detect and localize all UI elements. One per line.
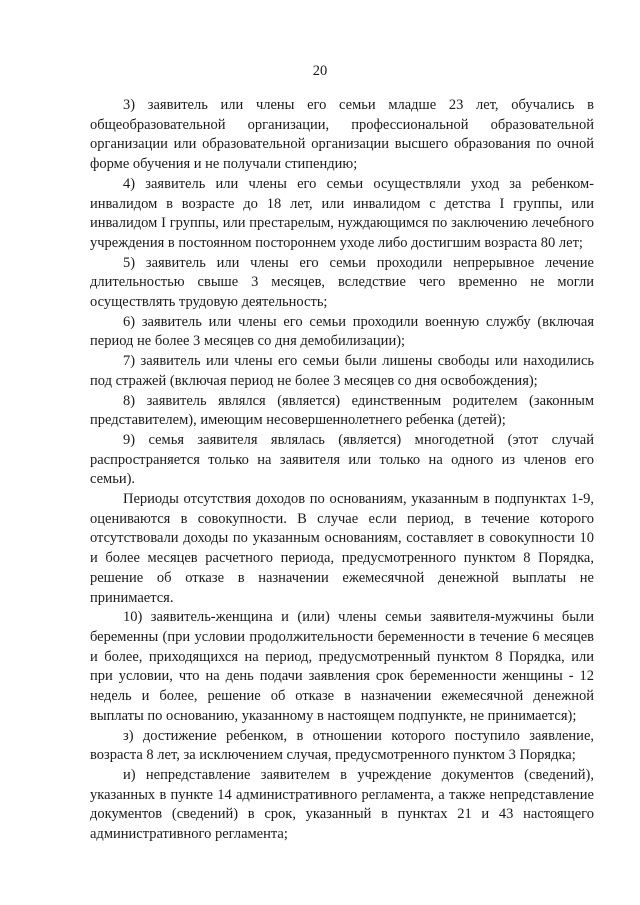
paragraph-absence-periods: Периоды отсутствия доходов по основаниям, указанным в подпунктах 1-9, оцениваются в совокупности. В случае если период, в течение которого отсутствовали доходы по указанным основаниям, составляет в совокупности 10 и более месяцев расчетного периода, предусмотренного пунктом 8 Порядка, решение об отказе в назначении ежемесячной денежной выплаты не принимается. — [90, 491, 594, 606]
paragraph-item-6: 6) заявитель или члены его семьи проходили военную службу (включая период не более 3 месяцев со дня демобилизации); — [90, 313, 594, 350]
paragraph-item-10: 10) заявитель-женщина и (или) члены семьи заявителя-мужчины были беременны (при условии продолжительности беременности в течение 6 месяцев и более, приходящихся на период, предусмотренный пунктом 8 Порядка, или при условии, что на день подачи заявления срок беременности женщины - 12 недель и более, решение об отказе в назначении ежемесячной денежной выплаты по основанию, указанному в настоящем подпункте, не принимается); — [90, 609, 594, 724]
paragraph-item-9: 9) семья заявителя являлась (является) многодетной (этот случай распространяется только на заявителя или только на одного из членов его семьи). — [90, 431, 594, 488]
paragraph-item-i: и) непредставление заявителем в учреждение документов (сведений), указанных в пункте 14 административного регламента, а также непредставление документов (сведений) в срок, указанный в пунктах 21 и 43 настоящего административного регламента; — [90, 766, 594, 843]
document-body — [90, 96, 594, 845]
paragraph-item-7: 7) заявитель или члены его семьи были лишены свободы или находились под стражей (включая период не более 3 месяцев со дня освобождения); — [90, 353, 594, 389]
page-number: 20 — [312, 63, 328, 79]
paragraph-item-3: 3) заявитель или члены его семьи младше 23 лет, обучались в общеобразовательной организации, профессиональной образовательной организации или образовательной организации высшего образования по очной форме обучения и не получали стипендию; — [90, 97, 594, 173]
paragraph-item-z: з) достижение ребенком, в отношении которого поступило заявление, возраста 8 лет, за исключением случая, предусмотренного пунктом 3 Порядка; — [90, 727, 594, 764]
paragraph-item-8: 8) заявитель являлся (является) единственным родителем (законным представителем), имеющим несовершеннолетнего ребенка (детей); — [90, 392, 594, 429]
paragraph-item-4: 4) заявитель или члены его семьи осуществляли уход за ребенком-инвалидом в возрасте до 18 лет, или инвалидом с детства I группы, или инвалидом I группы, или престарелым, нуждающимся по заключению лечебного учреждения в постоянном постороннем уходе либо достигшим возраста 80 лет; — [90, 175, 594, 251]
paragraph-item-5: 5) заявитель или члены его семьи проходили непрерывное лечение длительностью свыше 3 месяцев, вследствие чего временно не могли осуществлять трудовую деятельность; — [90, 254, 594, 311]
